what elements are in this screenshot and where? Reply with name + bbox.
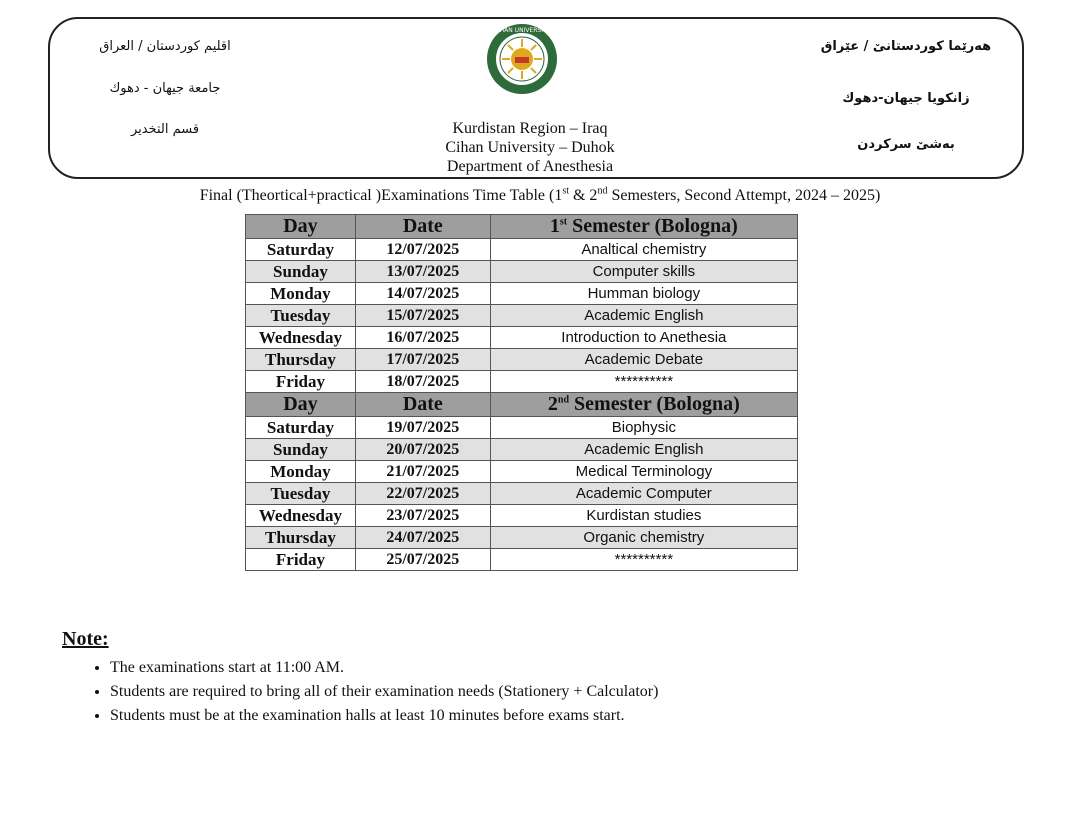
day-column-header: Day: [246, 215, 356, 239]
date-cell: 16/07/2025: [355, 327, 490, 349]
logo-text: CIHAN UNIVERSITY: [493, 27, 551, 34]
subject-cell: Kurdistan studies: [490, 505, 797, 527]
table-row: [246, 305, 798, 327]
table-header-row: [246, 393, 798, 417]
date-cell: 17/07/2025: [355, 349, 490, 371]
table-row: [246, 283, 798, 305]
date-cell: 23/07/2025: [355, 505, 490, 527]
day-cell: Monday: [246, 461, 356, 483]
date-cell: 21/07/2025: [355, 461, 490, 483]
table-row: [246, 371, 798, 393]
date-cell: 24/07/2025: [355, 527, 490, 549]
day-cell: Tuesday: [246, 483, 356, 505]
university-logo-icon: [486, 23, 558, 95]
subject-cell: Academic English: [490, 439, 797, 461]
subject-cell: Analtical chemistry: [490, 239, 797, 261]
date-cell: 20/07/2025: [355, 439, 490, 461]
date-column-header: Date: [355, 393, 490, 417]
exam-timetable: [245, 214, 798, 571]
arabic-university-label: جامعة جيهان - دهوك: [109, 81, 221, 96]
subject-cell: **********: [490, 549, 797, 571]
subject-cell: Biophysic: [490, 417, 797, 439]
note-item: • Students must be at the examination halls at least 10 minutes before exams start.: [110, 704, 1060, 728]
table-row: [246, 505, 798, 527]
notes-list: [88, 656, 1060, 728]
date-cell: 15/07/2025: [355, 305, 490, 327]
day-cell: Thursday: [246, 349, 356, 371]
subject-cell: Humman biology: [490, 283, 797, 305]
subject-cell: Computer skills: [490, 261, 797, 283]
english-university-label: Cihan University – Duhok: [445, 139, 615, 156]
date-column-header: Date: [355, 215, 490, 239]
table-row: [246, 349, 798, 371]
table-row: [246, 417, 798, 439]
kurdish-university-label: زانكويا جيهان-دهوك: [842, 91, 970, 106]
date-cell: 22/07/2025: [355, 483, 490, 505]
table-row: [246, 439, 798, 461]
day-cell: Wednesday: [246, 327, 356, 349]
day-cell: Saturday: [246, 417, 356, 439]
table-header-row: [246, 215, 798, 239]
letterhead: [48, 17, 1024, 179]
table-row: [246, 527, 798, 549]
semester-column-header: 2nd Semester (Bologna): [490, 393, 797, 417]
day-cell: Monday: [246, 283, 356, 305]
day-cell: Tuesday: [246, 305, 356, 327]
table-row: [246, 483, 798, 505]
date-cell: 25/07/2025: [355, 549, 490, 571]
day-cell: Friday: [246, 371, 356, 393]
subject-cell: Introduction to Anethesia: [490, 327, 797, 349]
english-region-label: Kurdistan Region – Iraq: [452, 120, 608, 137]
subject-cell: Medical Terminology: [490, 461, 797, 483]
day-column-header: Day: [246, 393, 356, 417]
date-cell: 12/07/2025: [355, 239, 490, 261]
subject-cell: Academic Computer: [490, 483, 797, 505]
timetable-subtitle: Final (Theortical+practical )Examinations Time Table (1st & 2nd Semesters, Second Attempt, 2024 – 2025): [199, 185, 881, 204]
day-cell: Wednesday: [246, 505, 356, 527]
semester-column-header: 1st Semester (Bologna): [490, 215, 797, 239]
table-row: [246, 461, 798, 483]
day-cell: Friday: [246, 549, 356, 571]
table-row: [246, 327, 798, 349]
subject-cell: Organic chemistry: [490, 527, 797, 549]
date-cell: 13/07/2025: [355, 261, 490, 283]
arabic-department-label: قسم التخدير: [130, 122, 200, 137]
day-cell: Sunday: [246, 261, 356, 283]
note-item: • The examinations start at 11:00 AM.: [110, 656, 1060, 680]
table-row: [246, 261, 798, 283]
day-cell: Saturday: [246, 239, 356, 261]
table-row: [246, 239, 798, 261]
kurdish-department-label: بەشێ سركردن: [857, 137, 955, 152]
date-cell: 18/07/2025: [355, 371, 490, 393]
kurdish-region-label: هەرێما كوردستانێ / عێراق: [820, 39, 992, 54]
english-department-label: Department of Anesthesia: [446, 158, 614, 175]
subject-cell: Academic English: [490, 305, 797, 327]
day-cell: Sunday: [246, 439, 356, 461]
table-row: [246, 549, 798, 571]
subject-cell: **********: [490, 371, 797, 393]
note-heading: Note:: [62, 628, 109, 650]
date-cell: 14/07/2025: [355, 283, 490, 305]
note-item: • Students are required to bring all of their examination needs (Stationery + Calculator): [110, 680, 1060, 704]
arabic-region-label: اقليم كوردستان / العراق: [99, 39, 231, 54]
subject-cell: Academic Debate: [490, 349, 797, 371]
date-cell: 19/07/2025: [355, 417, 490, 439]
day-cell: Thursday: [246, 527, 356, 549]
